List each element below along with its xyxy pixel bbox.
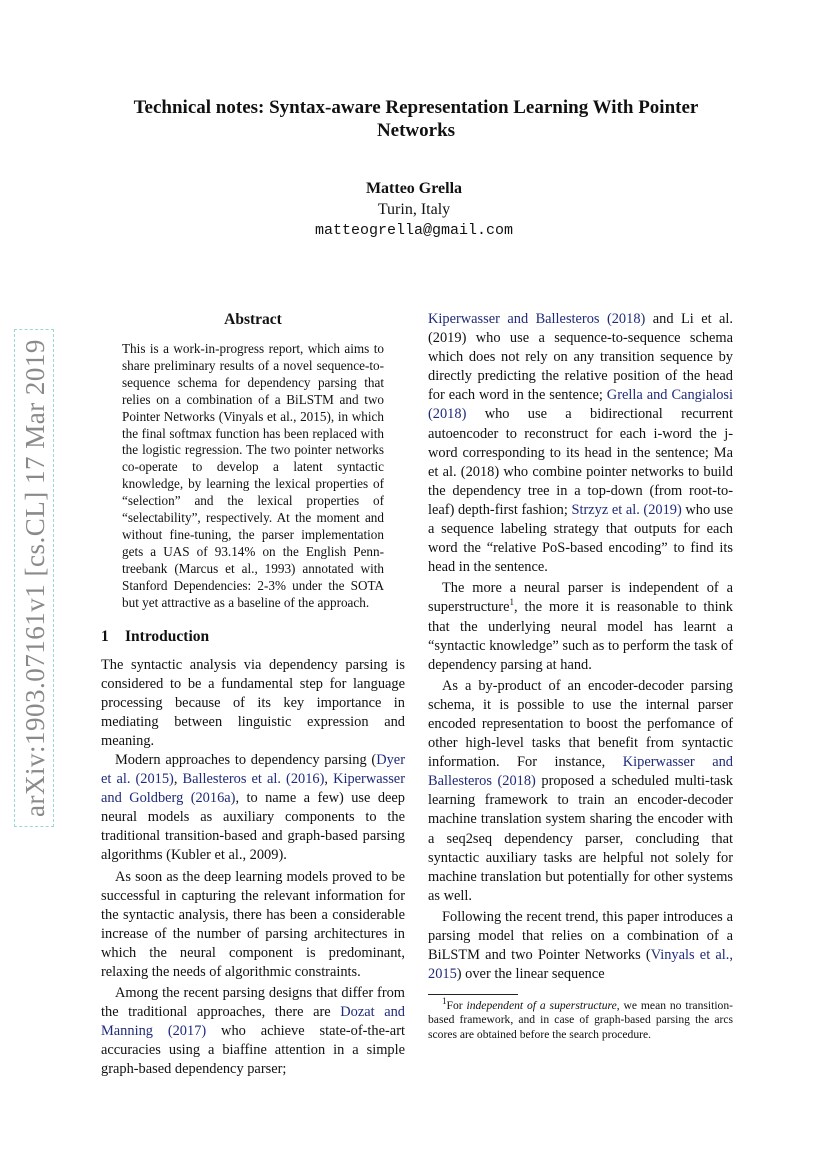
- left-column: [101, 310, 405, 1080]
- section-number: 1: [101, 627, 109, 645]
- intro-paragraph-4-continued: Kiperwasser and Ballesteros (2018) and Li et al. (2019) who use a sequence-to-sequence schema which does not rely on any transition sequence by directly predicting the relative position of the head for each word in the sentence; Grella and Cangialosi (2018) who use a bidirectional recurrent autoencoder to reconstruct for each i-word the j-word corresponding to its head in the sentence; Ma et al. (2018) who combine pointer networks to build the dependency tree in a top-down (from root-to-leaf) depth-first fashion; Strzyz et al. (2019) who use a sequence labeling strategy that outputs for each word the “relative PoS-based encoding” to find its head in the sentence.: [428, 311, 734, 576]
- intro-paragraph-2: Modern approaches to dependency parsing (Dyer et al. (2015), Ballesteros et al. (2016), Kiperwasser and Goldberg (2016a), to name a few) use deep neural models as auxiliary components to the traditional transition-based and graph-based parsing algorithms (Kubler et al., 2009).: [101, 751, 405, 864]
- citation-link[interactable]: Vinyals et al., 2015: [428, 947, 733, 983]
- citation-link[interactable]: Strzyz et al. (2019): [571, 501, 682, 518]
- citation-link[interactable]: Dyer et al. (2015): [101, 751, 405, 788]
- footnote-number: 1: [442, 996, 447, 1007]
- author-name: Matteo Grella: [365, 180, 463, 197]
- intro-paragraph-6: As a by-product of an encoder-decoder parsing schema, it is possible to use the internal parser encoded representation to boost the perfomance of other high-level tasks that benefit from syntactic information. For instance, Kiperwasser and Ballesteros (2018) proposed a scheduled multi-task learning framework to train an encoder-decoder machine translation system sharing the encoder with a seq2seq dependency parser, concluding that syntactic auxiliary tasks are helpful not solely for machine translation but potentially for other systems as well.: [428, 677, 734, 904]
- section-title: Introduction: [125, 627, 210, 645]
- citation-link[interactable]: Kiperwasser and Ballesteros (2018): [428, 754, 733, 790]
- citation-link[interactable]: Kiperwasser and Goldberg (2016a): [101, 771, 405, 807]
- author-email: matteogrella@gmail.com: [314, 222, 514, 239]
- arxiv-sidebar-id: arXiv:1903.07161v1 [cs.CL] 17 Mar 2019: [14, 329, 54, 827]
- intro-paragraph-3: As soon as the deep learning models proved to be successful in capturing the relevant information for the syntactic analysis, there has been a considerable increase of the number of parsing architectures in which the neural component is predominant, relaxing the needs of algorithmic constraints.: [101, 868, 405, 980]
- right-column: [428, 310, 733, 1042]
- author-location: Turin, Italy: [377, 201, 451, 218]
- paper-title: Technical notes: Syntax-aware Representation Learning With Pointer Networks: [133, 97, 699, 141]
- abstract-heading: Abstract: [224, 311, 282, 328]
- intro-paragraph-1: The syntactic analysis via dependency parsing is considered to be a fundamental step for language processing because of its key importance in mediating between linguistic expression and meaning.: [101, 656, 405, 749]
- footnote-mark[interactable]: 1: [509, 597, 515, 608]
- footnote: $^1$For independent of a superstructure, we mean no transition-based framework, and in case of graph-based parsing the arcs scores are obtained before the search procedure.: [428, 996, 733, 1041]
- citation-link[interactable]: Dozat and Manning (2017): [101, 1004, 405, 1040]
- intro-paragraph-5: The more a neural parser is independent of a superstructure$^1$, the more it is reasonable to think that the underlying neural model has learnt a “syntactic knowledge” such as to perform the task of dependency parsing at hand.: [428, 580, 733, 673]
- citation-link[interactable]: Grella and Cangialosi (2018): [428, 387, 734, 423]
- section-heading-introduction: [101, 626, 405, 648]
- citation-link[interactable]: Kiperwasser and Ballesteros (2018): [428, 311, 646, 327]
- intro-paragraph-4: Among the recent parsing designs that differ from the traditional approaches, there are Dozat and Manning (2017) who achieve state-of-the-art accuracies using a biaffine attention in a simple graph-based dependency parser;: [101, 985, 405, 1078]
- footnote-rule: [428, 994, 518, 995]
- citation-link[interactable]: Ballesteros et al. (2016): [182, 771, 325, 788]
- abstract-text: This is a work-in-progress report, which aims to share preliminary results of a novel sequence-to-sequence schema for dependency parsing that relies on a combination of a BiLSTM and two Pointer Networks (Vinyals et al., 2015), in which the final softmax function has been replaced with the logistic regression. The two pointer networks co-operate to develop a latent syntactic knowledge, by learning the lexical properties of “selection” and the lexical properties of “selectability”, respectively. At the moment and without fine-tuning, the parser implementation gets a UAS of 93.14% on the English Penn-treebank (Marcus et al., 1993) annotated with Stanford Dependencies: 2-3% under the SOTA but yet attractive as a baseline of the approach.: [122, 341, 384, 610]
- intro-paragraph-7: Following the recent trend, this paper introduces a parsing model that relies on a combination of a BiLSTM and two Pointer Networks (Vinyals et al., 2015) over the linear sequence: [428, 908, 733, 983]
- author-block: [0, 178, 828, 241]
